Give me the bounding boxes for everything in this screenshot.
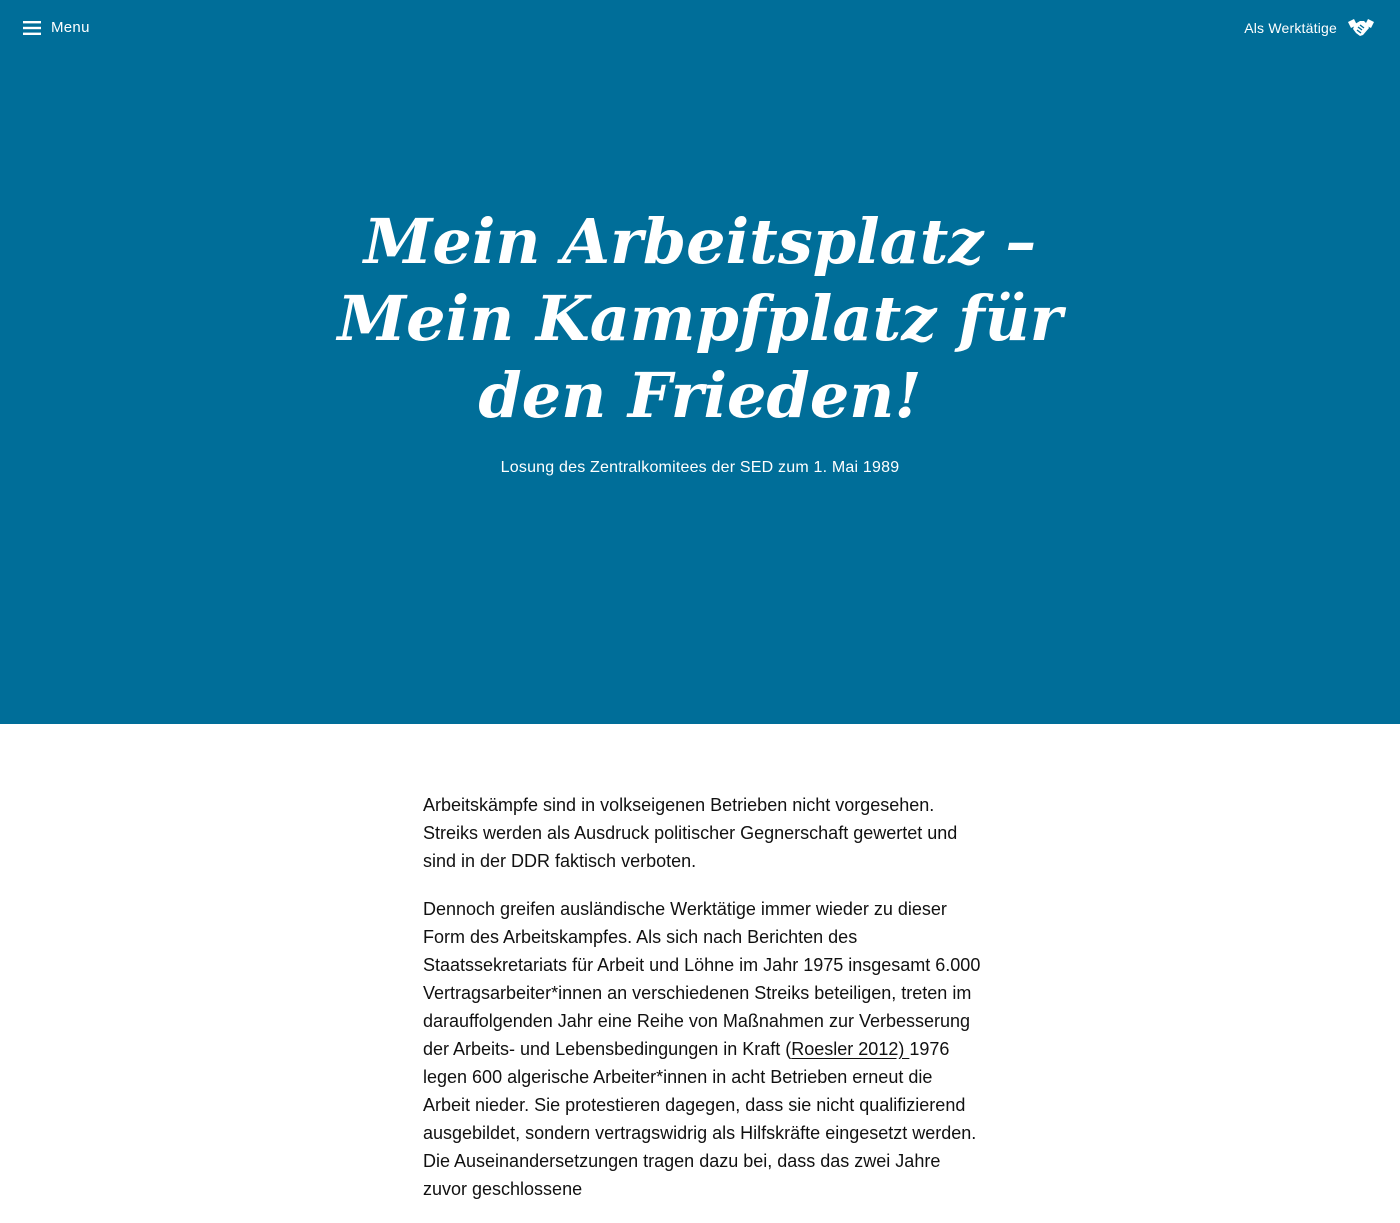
role-label: Als Werktätige [1244, 20, 1337, 36]
page-title [300, 203, 1100, 434]
title-line: Mein Arbeitsplatz – [363, 205, 1037, 278]
menu-label: Menu [51, 19, 90, 36]
article-body [423, 791, 983, 1223]
title-line: den Frieden! [478, 359, 922, 432]
hamburger-icon [23, 20, 41, 36]
citation-link[interactable]: Roesler 2012) [791, 1039, 910, 1059]
article-paragraph: Arbeitskämpfe sind in volkseigenen Betrieben nicht vorgesehen. Streiks werden als Ausdruck politischer Gegnerschaft gewertet und sind in der DDR faktisch verboten. [423, 795, 958, 871]
paragraph-text: 1976 legen 600 algerische Arbeiter*innen in acht Betrieben erneut die Arbeit nieder. Sie protestieren dagegen, dass sie nicht qualifizierend ausgebildet, sondern vertragswidrig als Hilfskräfte eingesetzt werden. Die Auseinandersetzungen tragen dazu bei, dass das zwei Jahre zuvor geschlossene [423, 1039, 977, 1199]
article-paragraph [423, 895, 983, 1203]
menu-button[interactable] [23, 19, 90, 36]
paragraph-text: Dennoch greifen ausländische Werktätige immer wieder zu dieser Form des Arbeitskampfes. Als sich nach Berichten des Staatssekretariats für Arbeit und Löhne im Jahr 1975 insgesamt 6.000 Vertragsarbeiter*innen an verschiedenen Streiks beteiligen, treten im darauffolgenden Jahr eine Reihe von Maßnahmen zur Verbesserung der Arbeits- und Lebensbedingungen in Kraft ( [423, 899, 981, 1059]
title-line: Mein Kampfplatz für [337, 282, 1063, 355]
handshake-icon [1347, 16, 1375, 40]
page-subtitle: Losung des Zentralkomitees der SED zum 1. Mai 1989 [500, 459, 900, 476]
role-switch-button[interactable] [1244, 16, 1375, 40]
